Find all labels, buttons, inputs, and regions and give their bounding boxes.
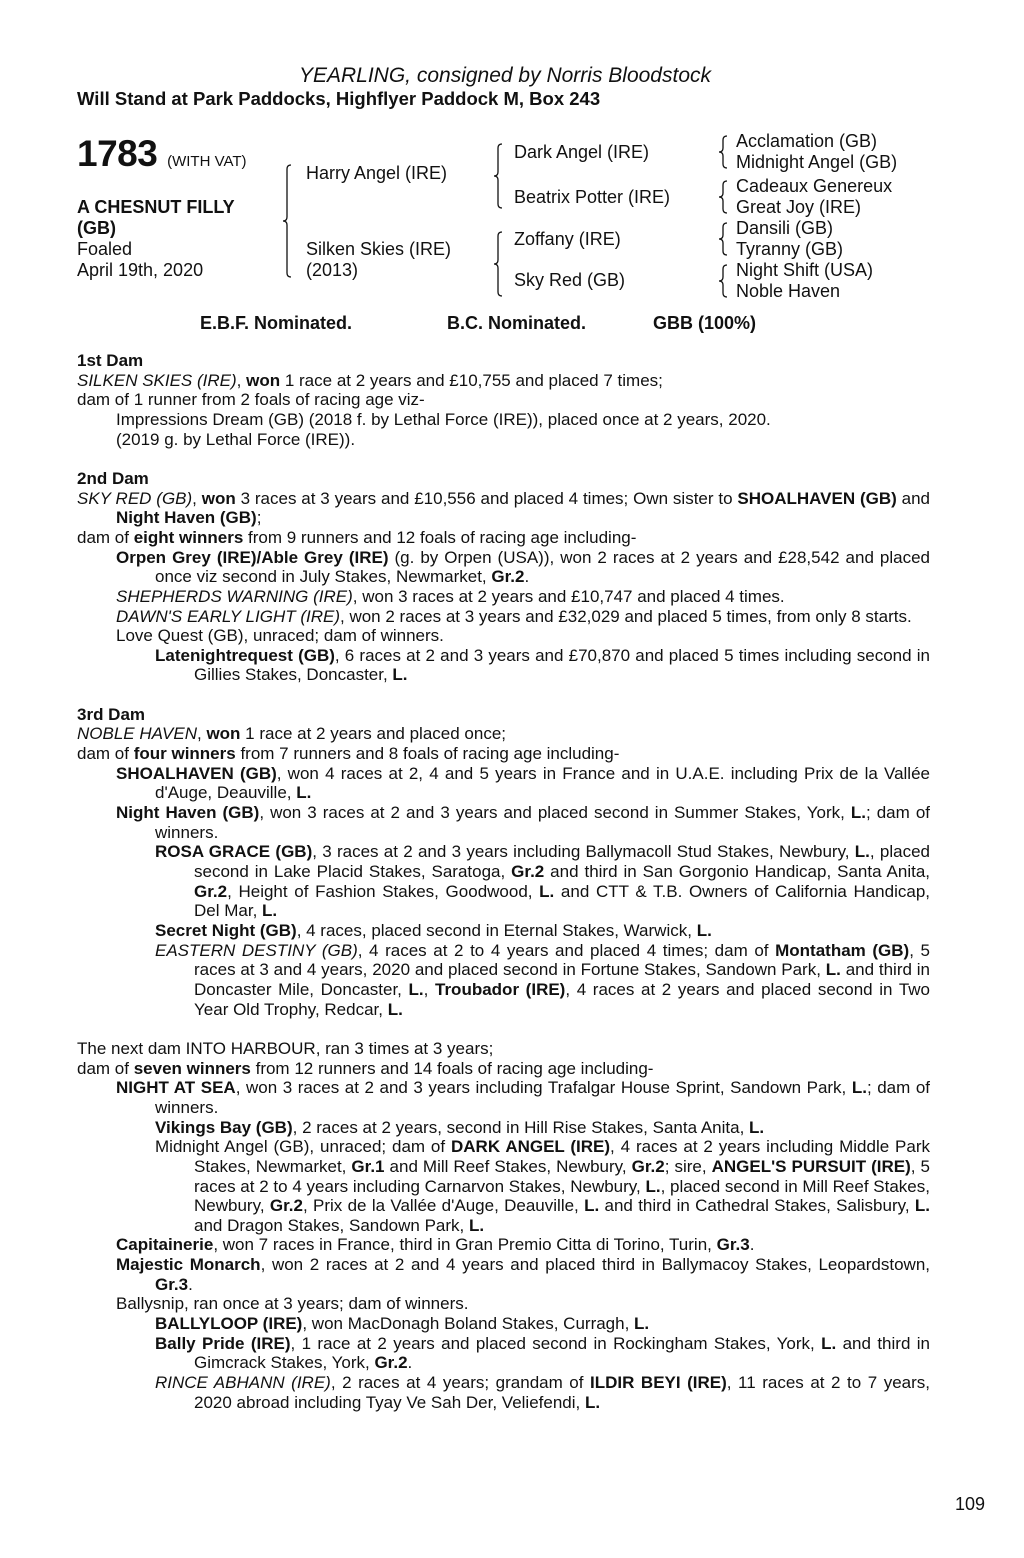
text: , placed second in Mill Reef Stakes, Newbury,: [194, 1176, 930, 1216]
spacer: [77, 449, 930, 469]
gen3-8: Noble Haven: [736, 281, 841, 301]
text: 1 race at 2 years and £10,755 and placed 7 times;: [280, 370, 663, 390]
bold-text: BALLYLOOP (IRE): [155, 1314, 303, 1334]
text: from 12 runners and 14 foals of racing age including-: [250, 1058, 654, 1078]
bold-text: Gr.1: [351, 1156, 385, 1176]
bold-text: L.: [296, 783, 312, 803]
text: and Dragon Stakes, Sandown Park,: [194, 1215, 469, 1235]
bold-text: L.: [408, 979, 424, 999]
bold-text: L.: [851, 1078, 867, 1098]
section-heading: 1st Dam: [77, 351, 144, 370]
bold-text: Night Haven (GB): [116, 508, 257, 528]
dam-year: (2013): [306, 260, 359, 280]
bc-nomination: B.C. Nominated.: [447, 313, 587, 333]
sire-dam: Beatrix Potter (IRE): [514, 187, 671, 207]
text: Midnight Angel (GB), unraced; dam of: [155, 1137, 451, 1157]
pedigree-entry: [77, 371, 930, 391]
pedigree-entry: [77, 489, 930, 528]
foaled-label: Foaled: [77, 239, 133, 259]
bold-text: Bally Pride (IRE): [155, 1333, 291, 1353]
brace-icon: [719, 265, 729, 297]
horse-description-line2: (GB): [77, 218, 116, 238]
bold-text: NIGHT AT SEA: [116, 1078, 236, 1098]
text: .: [524, 567, 530, 587]
bold-text: Gr.3: [716, 1235, 750, 1255]
text: .: [188, 1274, 193, 1294]
pedigree-entry: [77, 842, 930, 921]
text: , 4 races, placed second in Eternal Stakes, Warwick,: [296, 921, 697, 940]
pedigree-entry: [77, 1314, 930, 1334]
bold-text: Gr.2: [194, 881, 228, 901]
pedigree-entry: [77, 803, 930, 842]
foaled-date: April 19th, 2020: [77, 260, 204, 280]
brace-icon: [719, 181, 729, 213]
text: ,: [236, 370, 247, 390]
text: and third in Doncaster Mile, Doncaster,: [194, 960, 930, 999]
text: (g. by Orpen (USA)), won 2 races at 2 years and £28,542 and placed once viz second in July Stakes, Newmarket,: [155, 547, 930, 587]
bold-text: L.: [584, 1196, 600, 1216]
gen3-5: Dansili (GB): [736, 218, 834, 238]
page-number: 109: [955, 1494, 986, 1514]
bold-text: Vikings Bay (GB): [155, 1117, 293, 1137]
text: and third in Gimcrack Stakes, York,: [194, 1333, 930, 1373]
text: and third in Cathedral Stakes, Salisbury,: [599, 1196, 915, 1216]
bold-text: L.: [539, 881, 555, 901]
text: Ballysnip, ran once at 3 years; dam of winners.: [116, 1294, 469, 1314]
bold-text: Troubador (IRE): [435, 979, 566, 999]
spacer: [77, 685, 930, 705]
text: , 5 races at 2 to 4 years including Carnarvon Stakes, Newbury,: [194, 1156, 930, 1196]
text: dam of: [77, 527, 134, 547]
pedigree-entry: [77, 587, 930, 607]
brace-icon: [719, 136, 729, 168]
bold-text: L.: [387, 999, 403, 1019]
italic-text: EASTERN DESTINY (GB): [155, 940, 358, 960]
text: , won 2 races at 3 years and £32,029 and placed 5 times, from only 8 starts.: [340, 606, 912, 626]
bold-text: L.: [825, 960, 841, 980]
italic-text: RINCE ABHANN (IRE): [155, 1373, 331, 1393]
pedigree-entry: [77, 724, 930, 744]
section-heading: 3rd Dam: [77, 704, 146, 724]
section-heading: 2nd Dam: [77, 468, 149, 488]
bold-text: Gr.3: [155, 1274, 189, 1294]
gen3-4: Great Joy (IRE): [736, 197, 862, 217]
text: , 4 races at 2 to 4 years and placed 4 times; dam of: [357, 940, 776, 960]
lot-number-value: 1783: [77, 133, 158, 174]
text: dam of: [77, 744, 134, 764]
text: from 7 runners and 8 foals of racing age including-: [235, 744, 620, 764]
text: , 11 races at 2 to 7 years, 2020 abroad including Tyay Ve Sah Der, Veliefendi,: [194, 1373, 930, 1412]
text: , 3 races at 2 and 3 years including Ballymacoll Stud Stakes, Newbury,: [312, 842, 855, 862]
bold-text: Gr.2: [491, 567, 525, 587]
text: , 4 races at 2 years including Middle Park Stakes, Newmarket,: [194, 1137, 931, 1176]
pedigree-notes: [77, 351, 930, 1412]
bold-text: eight winners: [133, 527, 244, 547]
bold-text: ROSA GRACE (GB): [155, 842, 313, 862]
bold-text: L.: [821, 1333, 837, 1353]
bold-text: won: [246, 370, 281, 390]
text: ; sire,: [664, 1156, 712, 1176]
dam-dam: Sky Red (GB): [514, 270, 626, 290]
text: , won 2 races at 2 and 4 years and placed third in Ballymacoy Stakes, Leopardstown,: [260, 1255, 930, 1275]
text: dam of 1 runner from 2 foals of racing age viz-: [77, 390, 425, 410]
text: (2019 g. by Lethal Force (IRE)).: [116, 429, 356, 449]
text: , Prix de la Vallée d'Auge, Deauville,: [302, 1196, 585, 1216]
text: ;: [256, 508, 262, 528]
bold-text: Secret Night (GB): [155, 921, 297, 940]
pedigree-entry: [77, 1235, 930, 1255]
horse-description-line1: A CHESNUT FILLY: [77, 197, 235, 217]
pedigree-entry: [77, 548, 930, 587]
bold-text: seven winners: [133, 1058, 251, 1078]
text: , won 3 races at 2 and 3 years including Trafalgar House Sprint, Sandown Park,: [235, 1078, 852, 1098]
bold-text: SHOALHAVEN (GB): [116, 763, 277, 783]
bold-text: won: [206, 724, 241, 744]
text: , won MacDonagh Boland Stakes, Curragh,: [302, 1314, 635, 1334]
pedigree-entry: [77, 1118, 930, 1138]
text: The next dam INTO HARBOUR, ran 3 times at 3 years;: [77, 1038, 494, 1058]
text: ,: [197, 724, 207, 744]
bold-text: Night Haven (GB): [116, 803, 260, 823]
text: ,: [192, 488, 202, 508]
italic-text: DAWN'S EARLY LIGHT (IRE): [116, 606, 340, 626]
gen3-2: Midnight Angel (GB): [736, 152, 898, 172]
pedigree-entry: [77, 390, 930, 410]
bold-text: Gr.2: [511, 862, 545, 882]
text: ; dam of winners.: [155, 1078, 930, 1117]
bold-text: DARK ANGEL (IRE): [450, 1137, 611, 1157]
pedigree-entry: [77, 1334, 930, 1373]
bold-text: Montatham (GB): [775, 940, 910, 960]
bold-text: L.: [850, 803, 866, 823]
dam: [306, 239, 451, 281]
location-subtitle: Will Stand at Park Paddocks, Highflyer Paddock M, Box 243: [77, 88, 601, 109]
text: , placed second in Lake Placid Stakes, Saratoga,: [194, 842, 930, 882]
text: , 2 races at 4 years; grandam of: [330, 1373, 591, 1393]
bold-text: L.: [914, 1196, 930, 1216]
bold-text: ANGEL'S PURSUIT (IRE): [711, 1156, 911, 1176]
text: .: [407, 1353, 413, 1373]
pedigree-entry: [77, 1294, 930, 1314]
text: , won 3 races at 2 and 3 years and placed second in Summer Stakes, York,: [259, 803, 851, 823]
pedigree-entry: [77, 1078, 930, 1117]
bold-text: Gr.2: [269, 1196, 303, 1216]
bold-text: L.: [469, 1215, 485, 1235]
gen3-6: Tyranny (GB): [736, 239, 844, 259]
pedigree-entry: [77, 1137, 930, 1235]
bold-text: L.: [634, 1314, 650, 1334]
text: , won 4 races at 2, 4 and 5 years in France and in U.A.E. including Prix de la Vallée d'Auge, Deauville,: [155, 763, 930, 803]
text: , won 3 races at 2 years and £10,747 and placed 4 times.: [352, 586, 785, 606]
pedigree-entry: [77, 1059, 930, 1079]
text: ; dam of winners.: [155, 803, 930, 842]
text: and Mill Reef Stakes, Newbury,: [384, 1156, 632, 1176]
text: Impressions Dream (GB) (2018 f. by Lethal Force (IRE)), placed once at 2 years, 2020.: [116, 409, 771, 429]
vat-note: (WITH VAT): [167, 153, 247, 170]
brace-icon: [494, 144, 504, 208]
dam-name: Silken Skies (IRE): [306, 239, 452, 259]
bold-text: Capitainerie: [116, 1235, 214, 1255]
pedigree-entry: [77, 626, 930, 646]
bold-text: L.: [696, 921, 712, 940]
brace-icon: [283, 165, 293, 277]
bold-text: four winners: [133, 744, 236, 764]
text: 1 race at 2 years and placed once;: [240, 724, 507, 744]
gbb-nomination: GBB (100%): [653, 313, 757, 333]
sire-sire: Dark Angel (IRE): [514, 142, 650, 162]
text: Love Quest (GB), unraced; dam of winners.: [116, 626, 444, 646]
text: , 4 races at 2 years and placed second in Two Year Old Trophy, Redcar,: [194, 979, 930, 1019]
text: , 2 races at 2 years, second in Hill Rise Stakes, Santa Anita,: [292, 1117, 750, 1137]
bold-text: Latenightrequest (GB): [155, 645, 335, 665]
pedigree-entry: [77, 410, 930, 430]
horse-description: [77, 197, 235, 239]
pedigree-entry: [77, 1255, 930, 1294]
pedigree-entry: [77, 921, 930, 941]
consignment-title: YEARLING, consigned by Norris Bloodstock: [298, 64, 711, 87]
foaled-info: [77, 239, 203, 281]
bold-text: L.: [749, 1117, 765, 1137]
text: , won 7 races in France, third in Gran Premio Citta di Torino, Turin,: [213, 1235, 717, 1255]
bold-text: Orpen Grey (IRE)/Able Grey (IRE): [116, 547, 389, 567]
pedigree-entry: [77, 764, 930, 803]
italic-text: NOBLE HAVEN: [77, 724, 197, 744]
brace-icon: [494, 232, 504, 296]
pedigree-entry: [77, 528, 930, 548]
bold-text: won: [201, 488, 236, 508]
gen3-7: Night Shift (USA): [736, 260, 874, 280]
text: dam of: [77, 1058, 134, 1078]
bold-text: L.: [645, 1176, 661, 1196]
text: , 5 races at 3 and 4 years, 2020 and placed second in Fortune Stakes, Sandown Park,: [194, 940, 930, 980]
bold-text: Gr.2: [631, 1156, 665, 1176]
text: and third in San Gorgonio Handicap, Santa Anita,: [544, 862, 930, 882]
gen3-3: Cadeaux Genereux: [736, 176, 893, 196]
text: and CTT & T.B. Owners of California Handicap, Del Mar,: [194, 881, 931, 921]
text: , 1 race at 2 years and placed second in Rockingham Stakes, York,: [290, 1333, 822, 1353]
text: and: [896, 488, 931, 508]
text: , Height of Fashion Stakes, Goodwood,: [227, 881, 540, 901]
bold-text: L.: [392, 665, 408, 685]
pedigree-entry: [77, 744, 930, 764]
text: ,: [423, 979, 435, 999]
text: from 9 runners and 12 foals of racing age including-: [243, 527, 637, 547]
sire: Harry Angel (IRE): [306, 163, 448, 183]
spacer: [77, 1019, 930, 1039]
text: .: [749, 1235, 755, 1255]
bold-text: L.: [262, 901, 278, 921]
bold-text: Gr.2: [374, 1353, 408, 1373]
dam-sire: Zoffany (IRE): [514, 229, 621, 249]
bold-text: Majestic Monarch: [116, 1255, 261, 1275]
bold-text: L.: [584, 1392, 601, 1412]
gen3-1: Acclamation (GB): [736, 131, 878, 151]
bold-text: ILDIR BEYI (IRE): [590, 1373, 727, 1393]
text: 3 races at 3 years and £10,556 and placed 4 times; Own sister to: [235, 488, 738, 508]
bold-text: L.: [854, 842, 870, 862]
italic-text: SKY RED (GB): [77, 488, 193, 508]
text: , 6 races at 2 and 3 years and £70,870 and placed 5 times including second in Gillies Stakes, Doncaster,: [194, 645, 930, 685]
pedigree-entry: [77, 1373, 930, 1412]
ebf-nomination: E.B.F. Nominated.: [200, 313, 353, 333]
bold-text: SHOALHAVEN (GB): [737, 488, 897, 508]
pedigree-entry: [77, 607, 930, 627]
pedigree-entry: [77, 1039, 930, 1059]
lot-number: [77, 133, 247, 175]
pedigree-entry: [77, 646, 930, 685]
pedigree-entry: [77, 430, 930, 450]
italic-text: SHEPHERDS WARNING (IRE): [116, 586, 353, 606]
pedigree-entry: [77, 941, 930, 1020]
brace-icon: [719, 223, 729, 255]
italic-text: SILKEN SKIES (IRE): [77, 370, 237, 390]
